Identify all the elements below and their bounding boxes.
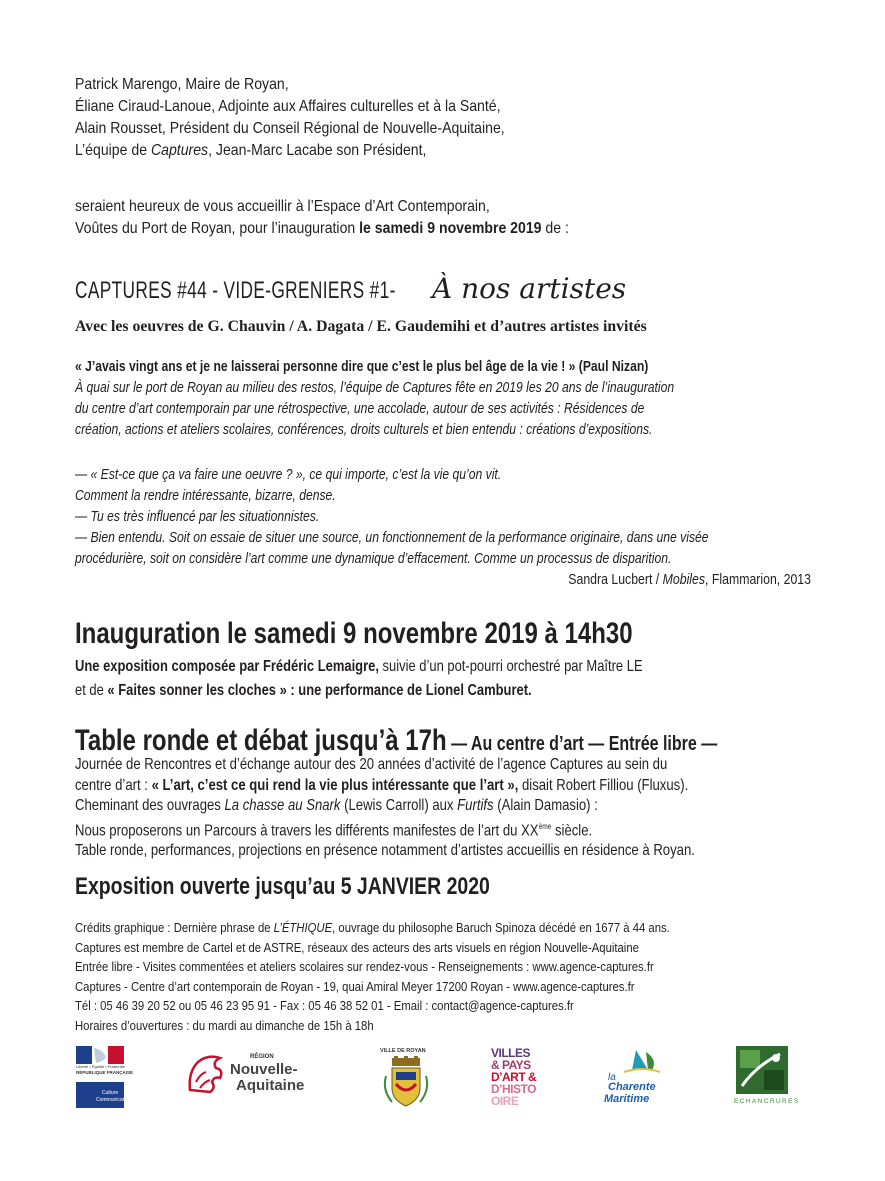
dialogue-line: — Tu es très influencé par les situationnistes. <box>75 508 320 525</box>
invite-block <box>75 196 636 240</box>
intro-line: Éliane Ciraud-Lanoue, Adjointe aux Affaires culturelles et à la Santé, <box>75 98 501 115</box>
intro-line: L’équipe de Captures, Jean-Marc Lacabe son Président, <box>75 142 427 159</box>
quote-bold: « J’avais vingt ans et je ne laisserai personne dire que c’est le plus bel âge de la vie ! » (Paul Nizan) <box>75 358 649 375</box>
title-main: CAPTURES #44 - VIDE-GRENIERS #1- <box>75 277 396 304</box>
royan-coat-of-arms-icon <box>378 1056 434 1112</box>
credits-line: Crédits graphique : Dernière phrase de L’ÉTHIQUE, ouvrage du philosophe Baruch Spinoza décédé en 1677 à 44 ans. <box>75 920 670 935</box>
villes-pays-art-histoire-logo: VILLES & PAYS D’ART & D’HISTO OIRE <box>491 1046 537 1108</box>
quote-italic-line: À quai sur le port de Royan au milieu des restos, l’équipe de Captures fête en 2019 les 20 ans de l’inauguration <box>75 379 675 396</box>
intro-line: Patrick Marengo, Maire de Royan, <box>75 76 289 93</box>
inauguration-line: Une exposition composée par Frédéric Lemaigre, suivie d’un pot-pourri orchestré par Maître LE <box>75 658 643 675</box>
echancrures-emblem-icon <box>736 1046 788 1094</box>
inauguration-heading: Inauguration le samedi 9 novembre 2019 à 14h30 <box>75 617 633 650</box>
lion-icon <box>186 1052 226 1096</box>
intro-block <box>75 74 563 162</box>
quote-italic-line: du centre d’art contemporain par une rétrospective, une accolade, autour de ses activités : Résidences de <box>75 400 645 417</box>
sail-icon <box>622 1048 662 1074</box>
dialogue-block <box>75 464 857 569</box>
quote-italic-line: création, actions et ateliers scolaires, conférences, droits culturels et bien entendu : créations d’expositions. <box>75 421 653 438</box>
charente-maritime-logo: la Charente Maritime <box>602 1048 666 1110</box>
credits-block <box>75 918 759 1035</box>
table-ronde-details <box>75 755 831 862</box>
table-ronde-heading: Table ronde et débat jusqu’à 17h — Au centre d’art — Entrée libre — <box>75 724 718 757</box>
invite-line: seraient heureux de vous accueillir à l’Espace d’Art Contemporain, <box>75 198 490 215</box>
quote-block <box>75 356 815 440</box>
table-ronde-line: Nous proposerons un Parcours à travers les différents manifestes de l’art du XXème siècle. <box>75 821 593 839</box>
credits-line: Captures est membre de Cartel et de ASTRE, réseaux des acteurs des arts visuels en région Nouvelle-Aquitaine <box>75 939 639 955</box>
ville-de-royan-logo: VILLE DE ROYAN <box>378 1048 434 1112</box>
dialogue-line: — « Est-ce que ça va faire une oeuvre ? », ce qui importe, c’est la vie qu’on vit. <box>75 466 502 483</box>
intro-line: Alain Rousset, Président du Conseil Régional de Nouvelle-Aquitaine, <box>75 120 505 137</box>
table-ronde-line: Table ronde, performances, projections en présence notamment d’artistes accueillis en résidence à Royan. <box>75 842 695 860</box>
region-nouvelle-aquitaine-logo: RÉGION Nouvelle- Aquitaine <box>186 1052 310 1096</box>
table-ronde-line: centre d’art : « L’art, c’est ce qui rend la vie plus intéressante que l’art », disait Robert Filliou (Fluxus). <box>75 776 689 794</box>
dialogue-credit: Sandra Lucbert / Mobiles, Flammarion, 2013 <box>568 571 811 588</box>
exhibition-title <box>75 272 627 305</box>
credits-line: Horaires d’ouvertures : du mardi au dimanche de 15h à 18h <box>75 1017 374 1033</box>
dialogue-line: procédurière, soit on considère l’art comme une dynamique d’effacement. Comme un processus de disparition. <box>75 550 672 567</box>
exposition-heading: Exposition ouverte jusqu’au 5 JANVIER 2020 <box>75 873 490 900</box>
dialogue-line: Comment la rendre intéressante, bizarre, dense. <box>75 487 336 504</box>
credits-line: Entrée libre - Visites commentées et ateliers scolaires sur rendez-vous - Renseignements : www.agence-captures.fr <box>75 959 654 974</box>
inauguration-line: et de « Faites sonner les cloches » : une performance de Lionel Camburet. <box>75 682 532 699</box>
credits-line: Captures - Centre d’art contemporain de Royan - 19, quai Amiral Meyer 17200 Royan - www.agence-captures.fr <box>75 978 635 994</box>
title-italic: À nos artistes <box>432 272 627 305</box>
republique-francaise-logo: Liberté • Égalité • Fraternité RÉPUBLIQUE FRANÇAISE Culture Communication <box>76 1046 124 1108</box>
table-ronde-line: Cheminant des ouvrages La chasse au Snark (Lewis Carroll) aux Furtifs (Alain Damasio) : <box>75 797 598 814</box>
title-subtitle: Avec les oeuvres de G. Chauvin / A. Dagata / E. Gaudemihi et d’autres artistes invités <box>75 318 647 335</box>
echancrures-logo: ECHANCRURES <box>732 1046 814 1110</box>
table-ronde-line: Journée de Rencontres et d’échange autour des 20 années d’activité de l’agence Captures au sein du <box>75 756 668 773</box>
credits-line: Tél : 05 46 39 20 52 ou 05 46 23 95 91 - Fax : 05 46 38 52 01 - Email : contact@agence-captures.fr <box>75 998 574 1013</box>
dialogue-line: — Bien entendu. Soit on essaie de situer une source, un fonctionnement de la performance originaire, dans une visée <box>75 529 709 546</box>
invite-line: Voûtes du Port de Royan, pour l’inauguration le samedi 9 novembre 2019 de : <box>75 220 569 237</box>
inauguration-details <box>75 655 776 703</box>
